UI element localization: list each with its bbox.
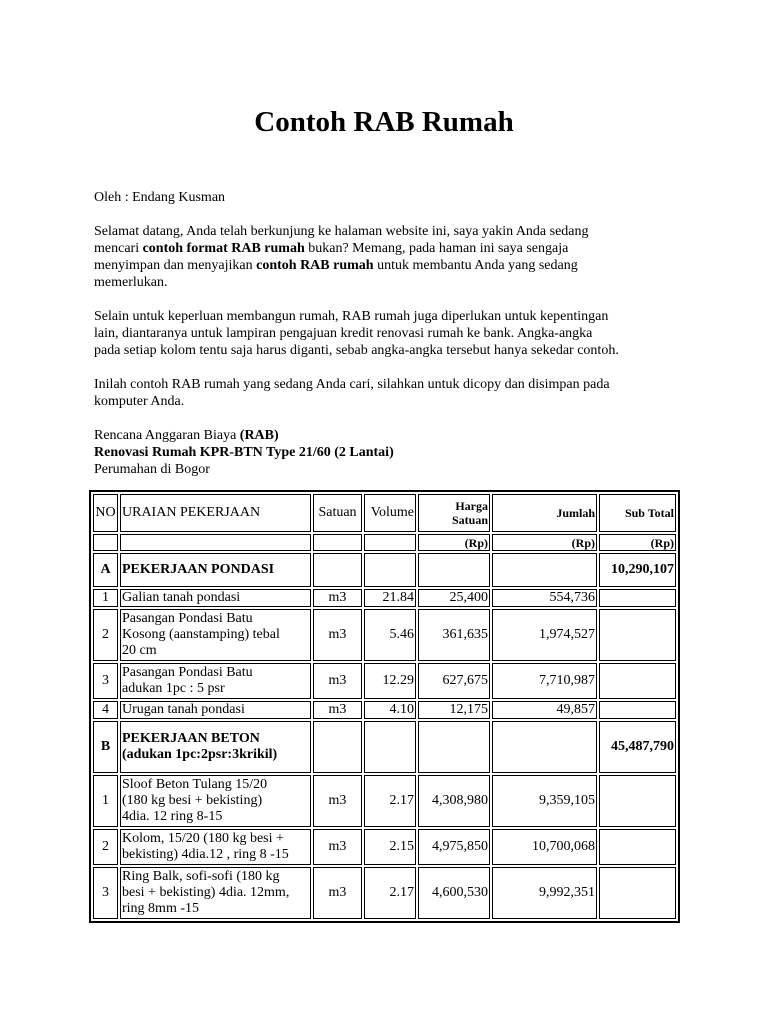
header-uraian: URAIAN PEKERJAAN <box>120 494 311 532</box>
section-code: B <box>93 721 118 773</box>
table-row: 2 Kolom, 15/20 (180 kg besi + bekisting) 4dia.12 , ring 8 -15 m3 2.15 4,975,850 10,700,068 <box>93 829 676 865</box>
header-no: NO <box>93 494 118 532</box>
section-row <box>93 553 676 587</box>
rab-heading: Rencana Anggaran Biaya (RAB) Renovasi Rumah KPR-BTN Type 21/60 (2 Lantai) Perumahan di Bogor <box>94 428 394 477</box>
unit-harga: (Rp) <box>418 534 490 551</box>
page-title: Contoh RAB Rumah <box>254 106 514 138</box>
header-satuan: Satuan <box>313 494 362 532</box>
table-row: 4 Urugan tanah pondasi m3 4.10 12,175 49,857 <box>93 701 676 719</box>
section-code: A <box>93 553 118 587</box>
table-row: 2 Pasangan Pondasi Batu Kosong (aanstamping) tebal 20 cm m3 5.46 361,635 1,974,527 <box>93 609 676 661</box>
header-subtotal: Sub Total <box>599 494 676 532</box>
table-row: 3 Ring Balk, sofi-sofi (180 kg besi + bekisting) 4dia. 12mm, ring 8mm -15 m3 2.17 4,600,530 9,992,351 <box>93 867 676 919</box>
article-body <box>94 189 694 478</box>
unit-subtotal: (Rp) <box>599 534 676 551</box>
author-line: Oleh : Endang Kusman <box>94 190 226 205</box>
section-title: PEKERJAAN BETON (adukan 1pc:2psr:3krikil) <box>120 721 311 773</box>
header-volume: Volume <box>364 494 416 532</box>
section-row <box>93 721 676 773</box>
unit-jumlah: (Rp) <box>492 534 597 551</box>
table-unit-row <box>93 534 676 551</box>
section-title: PEKERJAAN PONDASI <box>120 553 311 587</box>
table-row: 1 Galian tanah pondasi m3 21.84 25,400 554,736 <box>93 589 676 607</box>
section-subtotal: 45,487,790 <box>599 721 676 773</box>
rab-table <box>89 490 680 923</box>
copy-paragraph: Inilah contoh RAB rumah yang sedang Anda cari, silahkan untuk dicopy dan disimpan pada komputer Anda. <box>94 377 610 409</box>
header-jumlah: Jumlah <box>492 494 597 532</box>
header-harga-satuan: Harga Satuan <box>418 494 490 532</box>
purpose-paragraph: Selain untuk keperluan membangun rumah, RAB rumah juga diperlukan untuk kepentingan lain, diantaranya untuk lampiran pengajuan kredit renovasi rumah ke bank. Angka-angka pada setiap kolom tentu saja harus diganti, sebab angka-angka tersebut hanya sekedar contoh. <box>94 309 619 358</box>
table-row: 1 Sloof Beton Tulang 15/20 (180 kg besi + bekisting) 4dia. 12 ring 8-15 m3 2.17 4,308,980 9,359,105 <box>93 775 676 827</box>
table-header-row <box>93 494 676 532</box>
section-subtotal: 10,290,107 <box>599 553 676 587</box>
table-row: 3 Pasangan Pondasi Batu adukan 1pc : 5 psr m3 12.29 627,675 7,710,987 <box>93 663 676 699</box>
intro-paragraph: Selamat datang, Anda telah berkunjung ke halaman website ini, saya yakin Anda sedang mencari contoh format RAB rumah bukan? Memang, pada haman ini saya sengaja menyimpan dan menyajikan contoh RAB rumah untuk membantu Anda yang sedang memerlukan. <box>94 224 589 290</box>
